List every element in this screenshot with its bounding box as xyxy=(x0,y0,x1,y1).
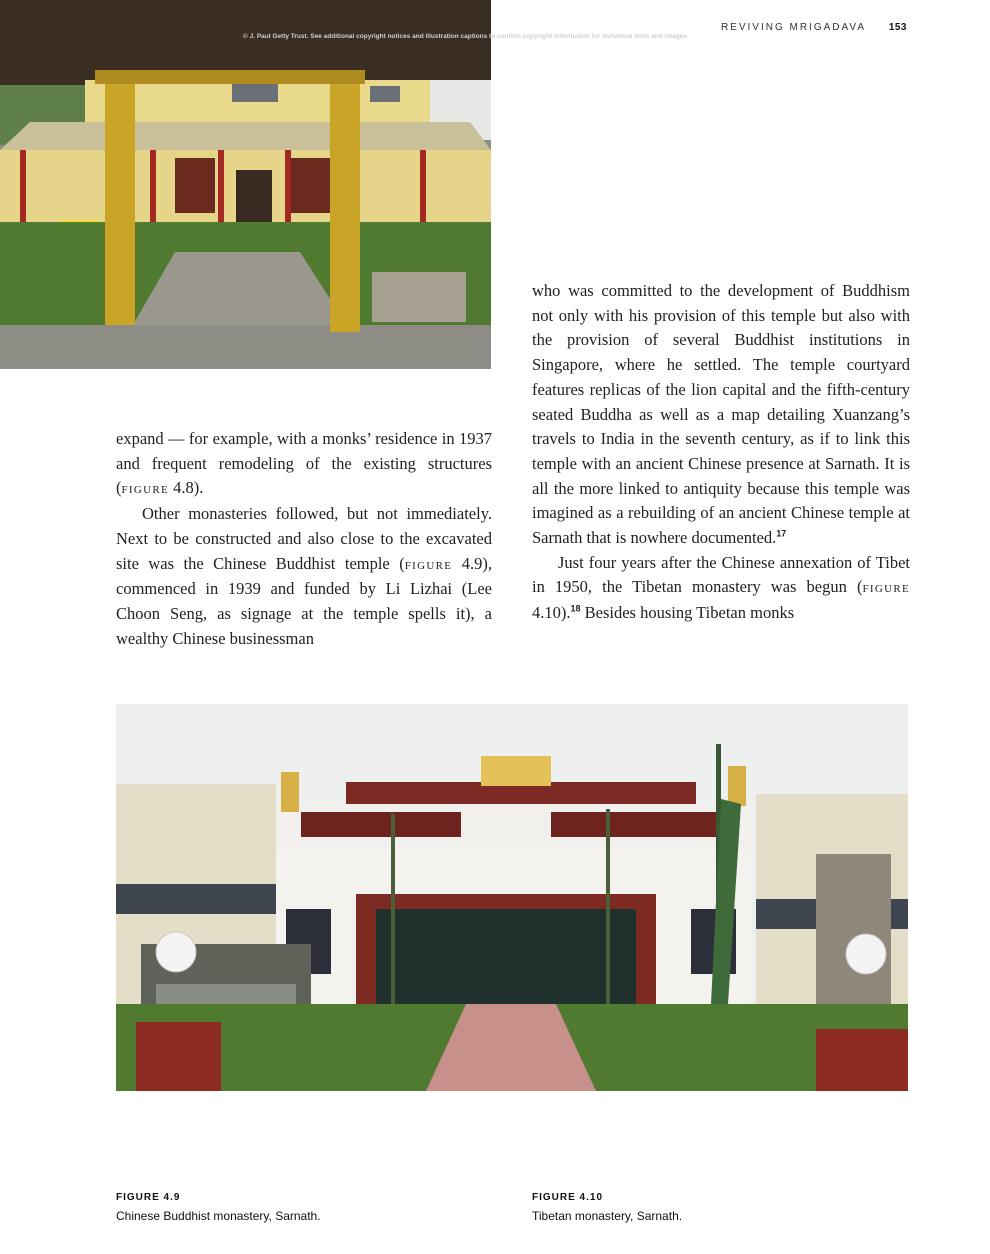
figure-reference: figure xyxy=(404,556,453,573)
figure-label: FIGURE 4.10 xyxy=(532,1192,604,1203)
figure-reference: figure xyxy=(121,481,170,498)
tibetan-monastery-illustration xyxy=(116,704,908,1091)
text: expand — for example, with a monks’ residence in 1937 and frequent remodeling of the existing structures ( xyxy=(116,429,492,498)
figure-label: FIGURE 4.9 xyxy=(116,1192,181,1203)
running-title: REVIVING MRIGADAVA xyxy=(720,22,867,33)
figure-number: 4.8 xyxy=(169,478,194,498)
caption-text: Tibetan monastery, Sarnath. xyxy=(532,1209,683,1223)
text: Just four years after the Chinese annexation of Tibet in 1950, the Tibetan monastery was begun ( xyxy=(532,552,910,597)
caption-text: Chinese Buddhist monastery, Sarnath. xyxy=(116,1209,321,1223)
chinese-temple-illustration xyxy=(0,0,491,369)
text: ). xyxy=(193,478,204,498)
left-text-column xyxy=(116,427,492,651)
note-ref-17[interactable]: 17 xyxy=(776,528,787,539)
text: Besides housing Tibetan monks xyxy=(580,603,795,623)
figure-4-9-photo xyxy=(0,0,491,369)
text: ), commenced in 1939 and funded by Li Lizhai (Lee Choon Seng, as signage at the temple spells it), a wealthy Chinese businessman xyxy=(116,553,492,648)
text: who was committed to the development of Buddhism not only with his provision of this temple but also with the provision of several Buddhist institutions in Singapore, where he settled. The temple courtyard features replicas of the lion capital and the fifth-century seated Buddha as well as a map detailing Xuanzang’s travels to India in the seventh century, as if to link this temple with an ancient Chinese presence at Sarnath. It is all the more linked to antiquity because this temple was imagined as a rebuilding of an ancient Chinese temple at Sarnath that is nowhere documented. xyxy=(532,281,910,548)
running-head xyxy=(721,22,907,33)
text: ). xyxy=(560,603,571,623)
figure-number: 4.9 xyxy=(452,553,483,573)
page-number: 153 xyxy=(888,22,907,33)
right-text-column xyxy=(532,279,910,626)
paragraph xyxy=(532,551,910,626)
figure-number: 4.10 xyxy=(532,603,561,623)
figure-4-10-caption xyxy=(532,1192,682,1223)
paragraph xyxy=(116,427,492,502)
figure-4-10-photo xyxy=(116,704,908,1091)
note-ref-18[interactable]: 18 xyxy=(570,603,581,614)
figure-reference: figure xyxy=(862,580,910,597)
paragraph xyxy=(532,279,910,551)
paragraph xyxy=(116,502,492,651)
text: Other monasteries followed, but not immediately. Next to be constructed and also close to the excavated site was the Chinese Buddhist temple ( xyxy=(116,504,492,573)
figure-4-9-caption xyxy=(116,1192,321,1223)
copyright-notice: © J. Paul Getty Trust. See additional copyright notices and illustration captions to confirm copyright information for individual texts and images xyxy=(243,33,687,40)
